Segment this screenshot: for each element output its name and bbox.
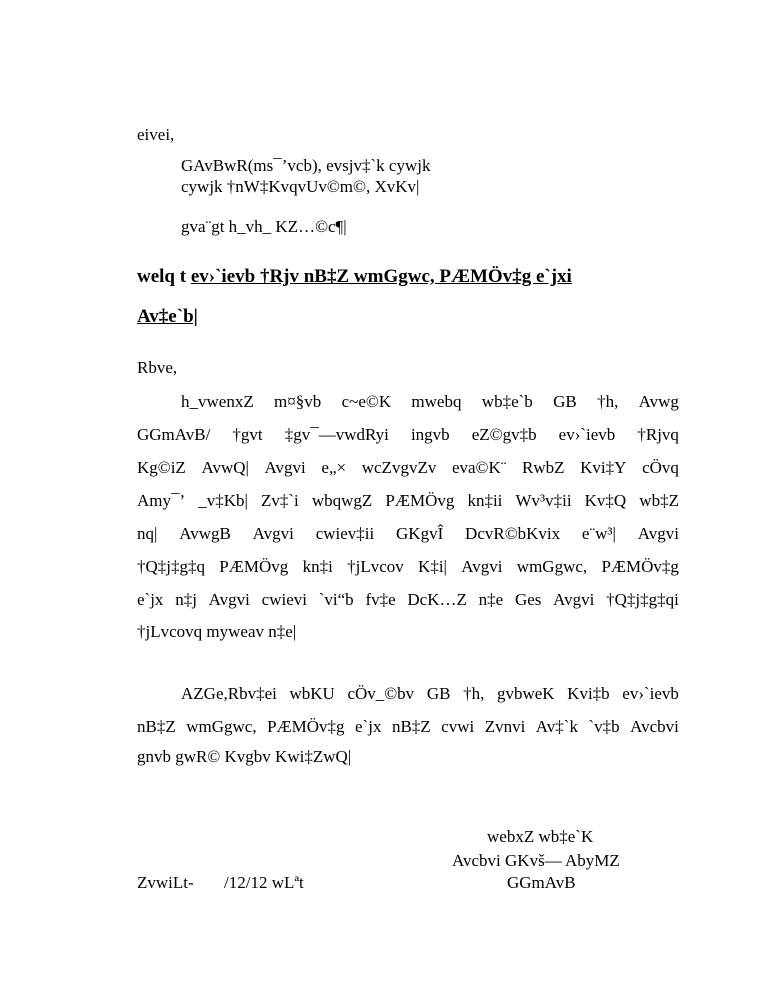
word: wcZvgvZv: [361, 458, 437, 477]
paragraph-1-last-line: †jLvcovq myweav n‡e|: [137, 622, 297, 641]
word: AvwgB: [179, 524, 231, 543]
word: AZGe,Rbv‡ei: [181, 684, 277, 703]
word: wbqwgZ: [311, 491, 373, 510]
para1-line: [181, 393, 679, 410]
subject-text-1: ev›`ievb †Rjv nB‡Z wmGgwc, PÆMÖv‡g e`jxi: [190, 266, 572, 287]
para1-line: [137, 558, 679, 575]
para1-line: [137, 492, 679, 509]
word: PÆMÖv‡g: [601, 557, 679, 576]
signature-line-2: Avcbvi GKvš— AbyMZ: [452, 851, 620, 870]
word: RwbZ: [522, 458, 565, 477]
word: K‡i|: [418, 557, 447, 576]
word: †Q‡j‡g‡q: [137, 557, 205, 576]
word: †h,: [597, 392, 619, 411]
word: GKgvÎ: [396, 524, 444, 543]
word: `v‡b: [588, 717, 620, 736]
word: ingvb: [410, 425, 450, 444]
word: †jLvcov: [347, 557, 404, 576]
word: gvbweK: [496, 684, 555, 703]
word: cvwi: [441, 717, 475, 736]
paragraph-2-last-line: gnvb gwR© Kvgbv Kwi‡ZwQ|: [137, 747, 352, 766]
word: †gvt: [232, 425, 263, 444]
word: e`jx: [355, 717, 382, 736]
word: nB‡Z: [391, 717, 431, 736]
word: cÖvq: [642, 458, 679, 477]
word: Ges: [514, 590, 542, 609]
word: ev›`ievb: [558, 425, 616, 444]
word: cÖv_©bv: [347, 684, 415, 703]
subject-prefix: welq t: [137, 266, 191, 287]
recipient-line-2: cywjk †nW‡KvqvUv©m©, XvKv|: [181, 177, 420, 196]
word: cwiev‡ii: [315, 524, 375, 543]
word: mwebq: [411, 392, 462, 411]
word: PÆMÖv‡g: [267, 717, 345, 736]
word: Avcbvi: [630, 717, 679, 736]
word: PÆMÖvg: [385, 491, 455, 510]
word: fv‡e: [365, 590, 396, 609]
word: m¤§vb: [274, 392, 322, 411]
word: ‡gv¯—vwdRyi: [284, 425, 389, 444]
word: GGmAvB/: [137, 425, 211, 444]
word: GB: [553, 392, 577, 411]
subject-text-2: Av‡e`b|: [137, 306, 198, 327]
word: Avgvi: [553, 590, 595, 609]
para1-line: [137, 525, 679, 542]
word: Kv‡Q: [584, 491, 627, 510]
word: Avgvi: [208, 590, 250, 609]
para1-line: [137, 426, 679, 443]
para2-line: [137, 718, 679, 735]
word: †Q‡j‡g‡qi: [606, 590, 679, 609]
word: wmGgwc,: [516, 557, 588, 576]
word: Avwg: [638, 392, 679, 411]
word: DcK…Z: [407, 590, 467, 609]
word: Kvi‡Y: [580, 458, 627, 477]
word: †h,: [463, 684, 485, 703]
recipient-via-line: gva¨gt h_vh_ KZ…©c¶|: [181, 217, 347, 236]
word: Kvi‡b: [567, 684, 610, 703]
para1-line: [137, 459, 679, 476]
word: eZ©gv‡b: [471, 425, 537, 444]
word: AvwQ|: [201, 458, 249, 477]
word: Avgvi: [637, 524, 679, 543]
word: Av‡`k: [535, 717, 578, 736]
subject-line-2: [137, 307, 198, 326]
word: wb‡e`b: [481, 392, 533, 411]
word: †Rjvq: [637, 425, 679, 444]
para1-line: [137, 591, 679, 608]
signature-line-3: GGmAvB: [507, 873, 576, 892]
para2-line: [181, 685, 679, 702]
word: wmGgwc,: [186, 717, 257, 736]
word: c~e©K: [341, 392, 392, 411]
word: Wv³v‡ii: [515, 491, 572, 510]
word: kn‡i: [302, 557, 333, 576]
word: Kg©iZ: [137, 458, 186, 477]
word: n‡j: [175, 590, 197, 609]
word: e`jx: [137, 590, 164, 609]
word: wbKU: [289, 684, 335, 703]
word: Zv‡`i: [261, 491, 299, 510]
word: `vi“b: [318, 590, 354, 609]
word: cwievi: [261, 590, 307, 609]
word: GB: [426, 684, 451, 703]
word: _v‡Kb|: [198, 491, 248, 510]
subject-line-1: [137, 267, 572, 286]
greeting: Rbve,: [137, 358, 178, 377]
word: nq|: [137, 524, 158, 543]
word: Avgvi: [264, 458, 306, 477]
word: e„×: [321, 458, 347, 477]
word: PÆMÖvg: [219, 557, 289, 576]
word: nB‡Z: [137, 717, 176, 736]
salutation-to: eivei,: [137, 125, 175, 144]
word: Amy¯’: [137, 491, 186, 510]
word: e¨w³|: [581, 524, 616, 543]
date-label: ZvwiLt-: [137, 873, 194, 892]
word: n‡e: [478, 590, 504, 609]
word: Zvnvi: [484, 717, 526, 736]
word: ev›`ievb: [622, 684, 679, 703]
word: DcvR©bKvix: [465, 524, 561, 543]
word: h_vwenxZ: [181, 392, 254, 411]
word: Avgvi: [252, 524, 294, 543]
word: kn‡ii: [467, 491, 503, 510]
recipient-line-1: GAvBwR(ms¯’vcb), evsjv‡`k cywjk: [181, 156, 431, 175]
word: eva©K¨: [451, 458, 507, 477]
word: wb‡Z: [639, 491, 679, 510]
word: Avgvi: [461, 557, 503, 576]
signature-line-1: webxZ wb‡e`K: [487, 827, 594, 846]
date-value: /12/12 wLªt: [224, 873, 304, 892]
